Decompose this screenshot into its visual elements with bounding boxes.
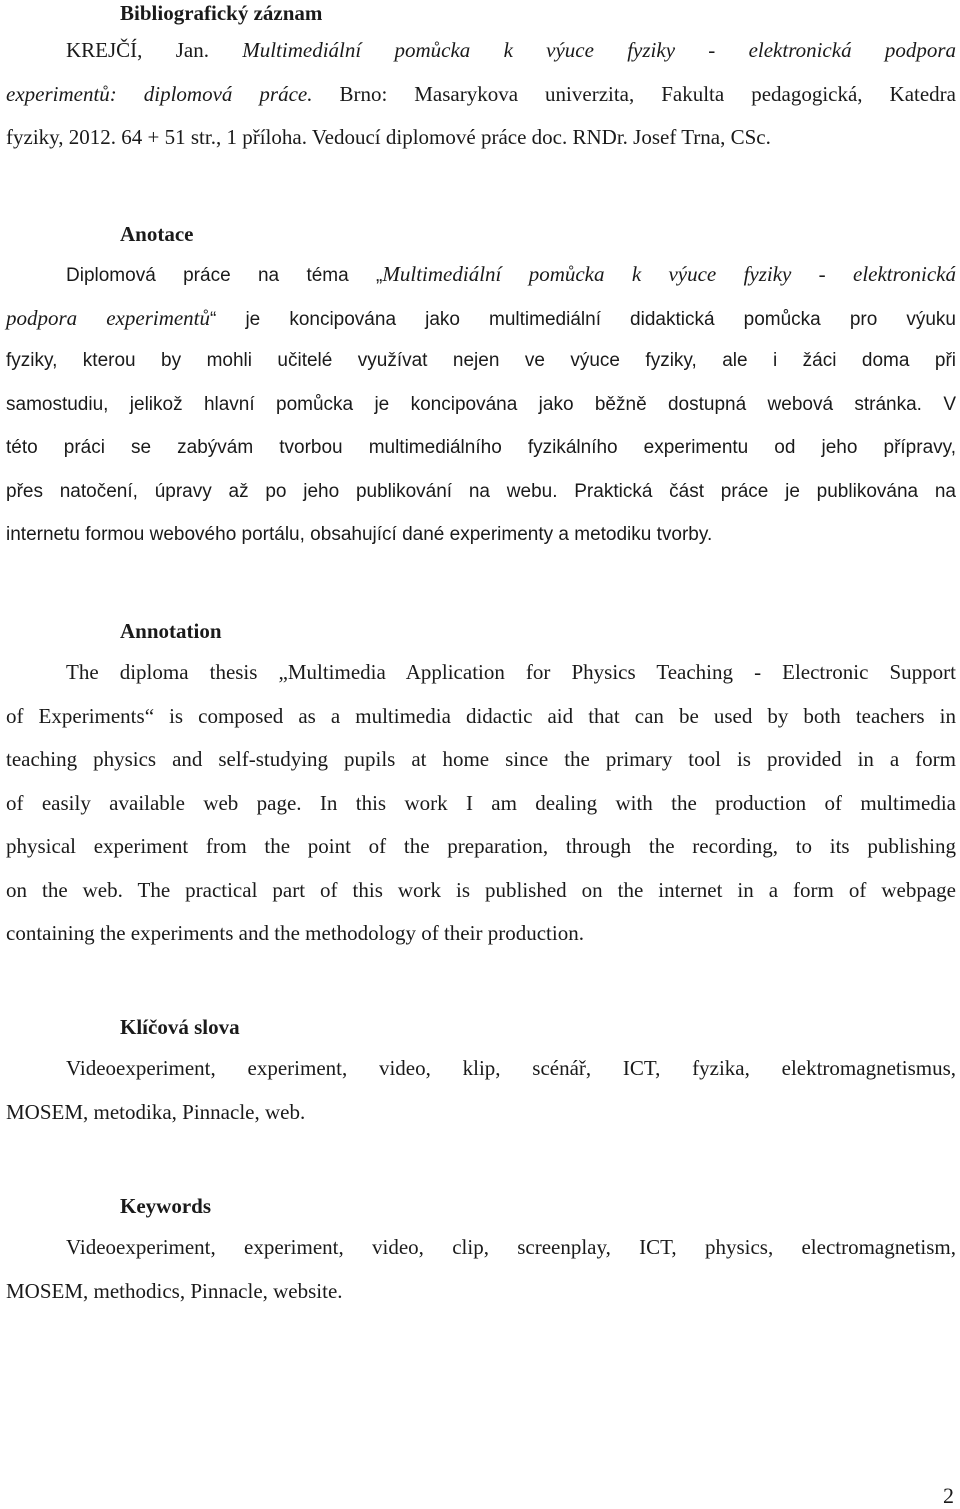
annotation-text bbox=[6, 658, 956, 963]
bibliographic-line-3: fyziky, 2012. 64 + 51 str., 1 příloha. Vedoucí diplomové práce doc. RNDr. Josef Trna, CSc. bbox=[6, 125, 771, 149]
klicova-slova-line-2: MOSEM, metodika, Pinnacle, web. bbox=[6, 1099, 306, 1124]
bibliographic-line-2: experimentů: diplomová práce. Brno: Masarykova univerzita, Fakulta pedagogická, Katedra bbox=[6, 81, 956, 106]
bibliographic-record-heading: Bibliografický záznam bbox=[120, 1, 323, 25]
bibliographic-line-1: KREJČÍ, Jan. Multimediální pomůcka k výuce fyziky - elektronická podpora bbox=[66, 38, 957, 62]
anotace-line-5: této práci se zabývám tvorbou multimediálního fyzikálního experimentu od jeho přípravy, bbox=[6, 437, 956, 458]
anotace-line-7: internetu formou webového portálu, obsahující dané experimenty a metodiku tvorby. bbox=[6, 524, 713, 545]
annotation-heading: Annotation bbox=[120, 619, 222, 643]
klicova-slova-line-1: Videoexperiment, experiment, video, klip, scénář, ICT, fyzika, elektromagnetismus, bbox=[66, 1056, 956, 1080]
anotace-heading: Anotace bbox=[120, 222, 194, 246]
klicova-slova-heading: Klíčová slova bbox=[120, 1015, 240, 1039]
keywords-text bbox=[6, 1233, 956, 1320]
anotace-line-1: Diplomová práce na téma „Multimediální pomůcka k výuce fyziky - elektronická bbox=[66, 262, 956, 286]
annotation-line-5: physical experiment from the point of the preparation, through the recording, to its publishing bbox=[6, 834, 956, 858]
keywords-line-2: MOSEM, methodics, Pinnacle, website. bbox=[6, 1278, 343, 1303]
anotace-line-2: podpora experimentů“ je koncipována jako multimediální didaktická pomůcka pro výuku bbox=[6, 305, 957, 330]
annotation-line-6: on the web. The practical part of this work is published on the internet in a form of webpage bbox=[6, 877, 956, 902]
keywords-heading: Keywords bbox=[120, 1194, 211, 1218]
anotace-line-6: přes natočení, úpravy až po jeho publikování na webu. Praktická část práce je publikována na bbox=[6, 480, 956, 502]
keywords-line-1: Videoexperiment, experiment, video, clip, screenplay, ICT, physics, electromagnetism, bbox=[66, 1235, 956, 1259]
annotation-line-3: teaching physics and self-studying pupils at home since the primary tool is provided in a form bbox=[6, 747, 956, 771]
anotace-line-4: samostudiu, jelikož hlavní pomůcka je koncipována jako běžně dostupná webová stránka. V bbox=[6, 393, 956, 415]
annotation-line-7: containing the experiments and the methodology of their production. bbox=[6, 921, 584, 945]
page-number: 2 bbox=[943, 1483, 954, 1508]
anotace-text bbox=[6, 260, 956, 565]
annotation-line-2: of Experiments“ is composed as a multimedia didactic aid that can be used by both teachers in bbox=[6, 703, 956, 728]
klicova-slova-text bbox=[6, 1054, 956, 1141]
bibliographic-record-text bbox=[6, 36, 956, 167]
annotation-line-1: The diploma thesis „Multimedia Application for Physics Teaching - Electronic Support bbox=[66, 660, 956, 684]
anotace-line-3: fyziky, kterou by mohli učitelé využívat nejen ve výuce fyziky, ale i žáci doma při bbox=[6, 350, 956, 371]
annotation-line-4: of easily available web page. In this work I am dealing with the production of multimedia bbox=[6, 790, 956, 815]
